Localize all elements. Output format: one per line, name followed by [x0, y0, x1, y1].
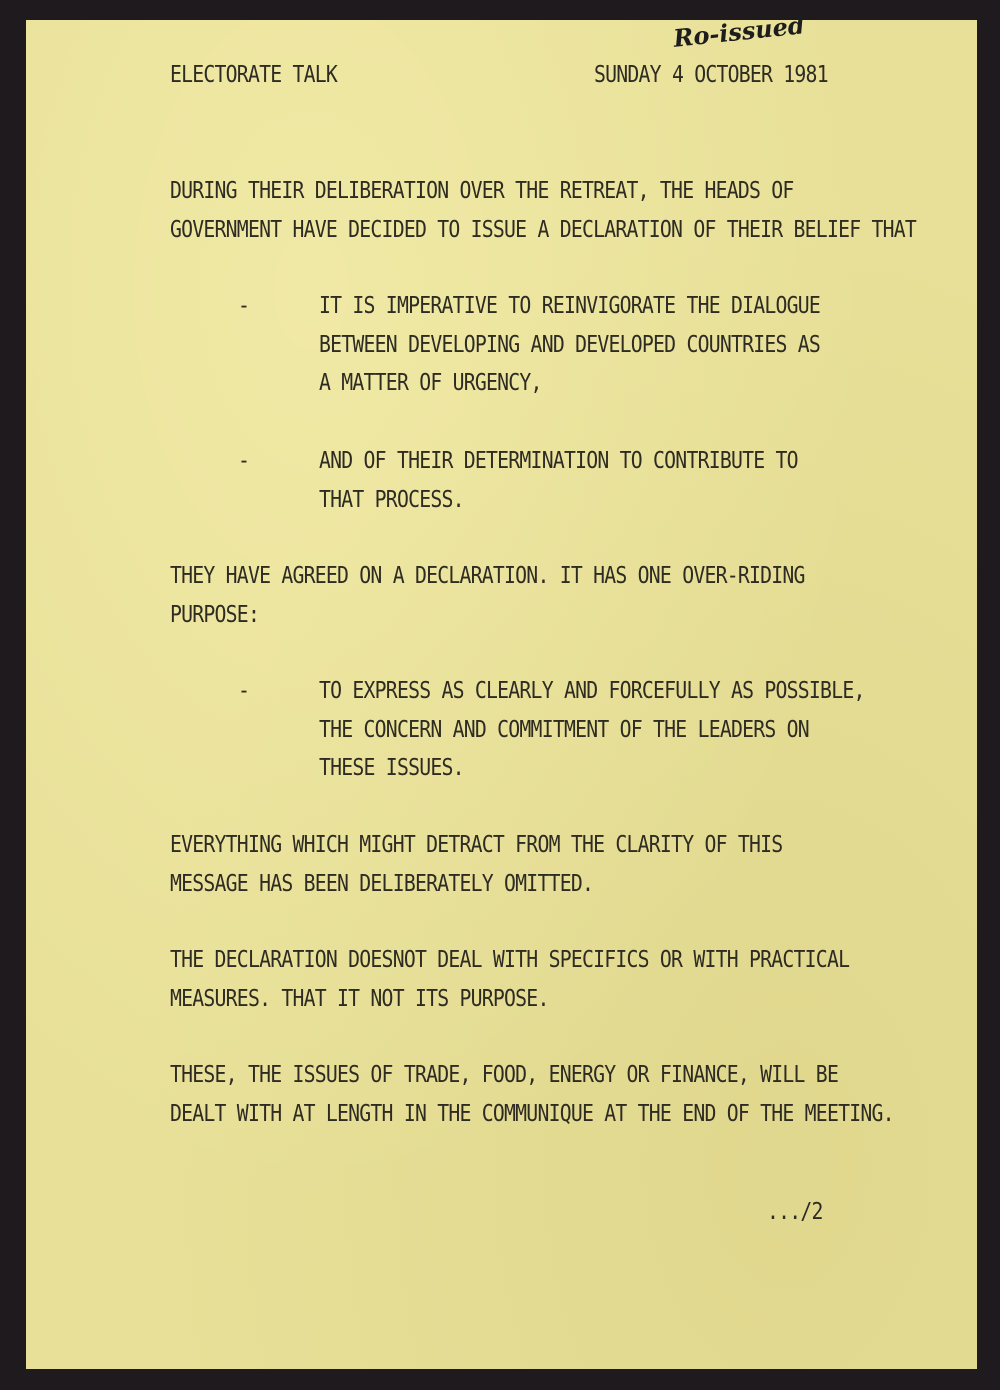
paragraph-specifics: [170, 941, 849, 1018]
bullet-dash: -: [238, 448, 250, 474]
bullet-dash: -: [238, 293, 250, 319]
text-line: DURING THEIR DELIBERATION OVER THE RETREAT, THE HEADS OF: [170, 178, 794, 204]
text-line: THESE, THE ISSUES OF TRADE, FOOD, ENERGY OR FINANCE, WILL BE: [170, 1062, 839, 1088]
text-line: THE CONCERN AND COMMITMENT OF THE LEADERS ON: [319, 716, 809, 743]
bullet-dash: -: [238, 678, 250, 704]
text-line: IT IS IMPERATIVE TO REINVIGORATE THE DIALOGUE: [319, 293, 821, 319]
text-line: THESE ISSUES.: [319, 755, 464, 781]
bullet-item-2: [319, 442, 798, 519]
text-line: EVERYTHING WHICH MIGHT DETRACT FROM THE CLARITY OF THIS: [170, 832, 783, 858]
bullet-item-1: [319, 287, 820, 403]
paragraph-issues: [170, 1056, 894, 1133]
text-line: THAT PROCESS.: [319, 486, 464, 513]
paragraph-omitted: [170, 826, 782, 903]
text-line: THEY HAVE AGREED ON A DECLARATION. IT HAS ONE OVER-RIDING: [170, 563, 805, 589]
intro-paragraph: [170, 172, 916, 249]
text-line: BETWEEN DEVELOPING AND DEVELOPED COUNTRIES AS: [319, 331, 821, 358]
text-line: DEALT WITH AT LENGTH IN THE COMMUNIQUE AT THE END OF THE MEETING.: [170, 1100, 894, 1127]
text-line: THE DECLARATION DOESNOT DEAL WITH SPECIFICS OR WITH PRACTICAL: [170, 947, 850, 973]
header-date: SUNDAY 4 OCTOBER 1981: [594, 62, 828, 88]
header-title: ELECTORATE TALK: [170, 62, 338, 88]
text-line: A MATTER OF URGENCY,: [319, 370, 542, 396]
paragraph-declaration: [170, 557, 805, 634]
text-line: AND OF THEIR DETERMINATION TO CONTRIBUTE TO: [319, 448, 798, 474]
handwritten-annotation: Ro-issued: [672, 10, 806, 53]
text-line: MESSAGE HAS BEEN DELIBERATELY OMITTED.: [170, 870, 594, 897]
text-line: GOVERNMENT HAVE DECIDED TO ISSUE A DECLARATION OF THEIR BELIEF THAT: [170, 216, 917, 243]
bullet-item-3: [319, 672, 865, 788]
text-line: TO EXPRESS AS CLEARLY AND FORCEFULLY AS POSSIBLE,: [319, 678, 865, 704]
text-line: MEASURES. THAT IT NOT ITS PURPOSE.: [170, 985, 549, 1012]
page-continuation: .../2: [767, 1199, 823, 1225]
text-line: PURPOSE:: [170, 601, 260, 628]
